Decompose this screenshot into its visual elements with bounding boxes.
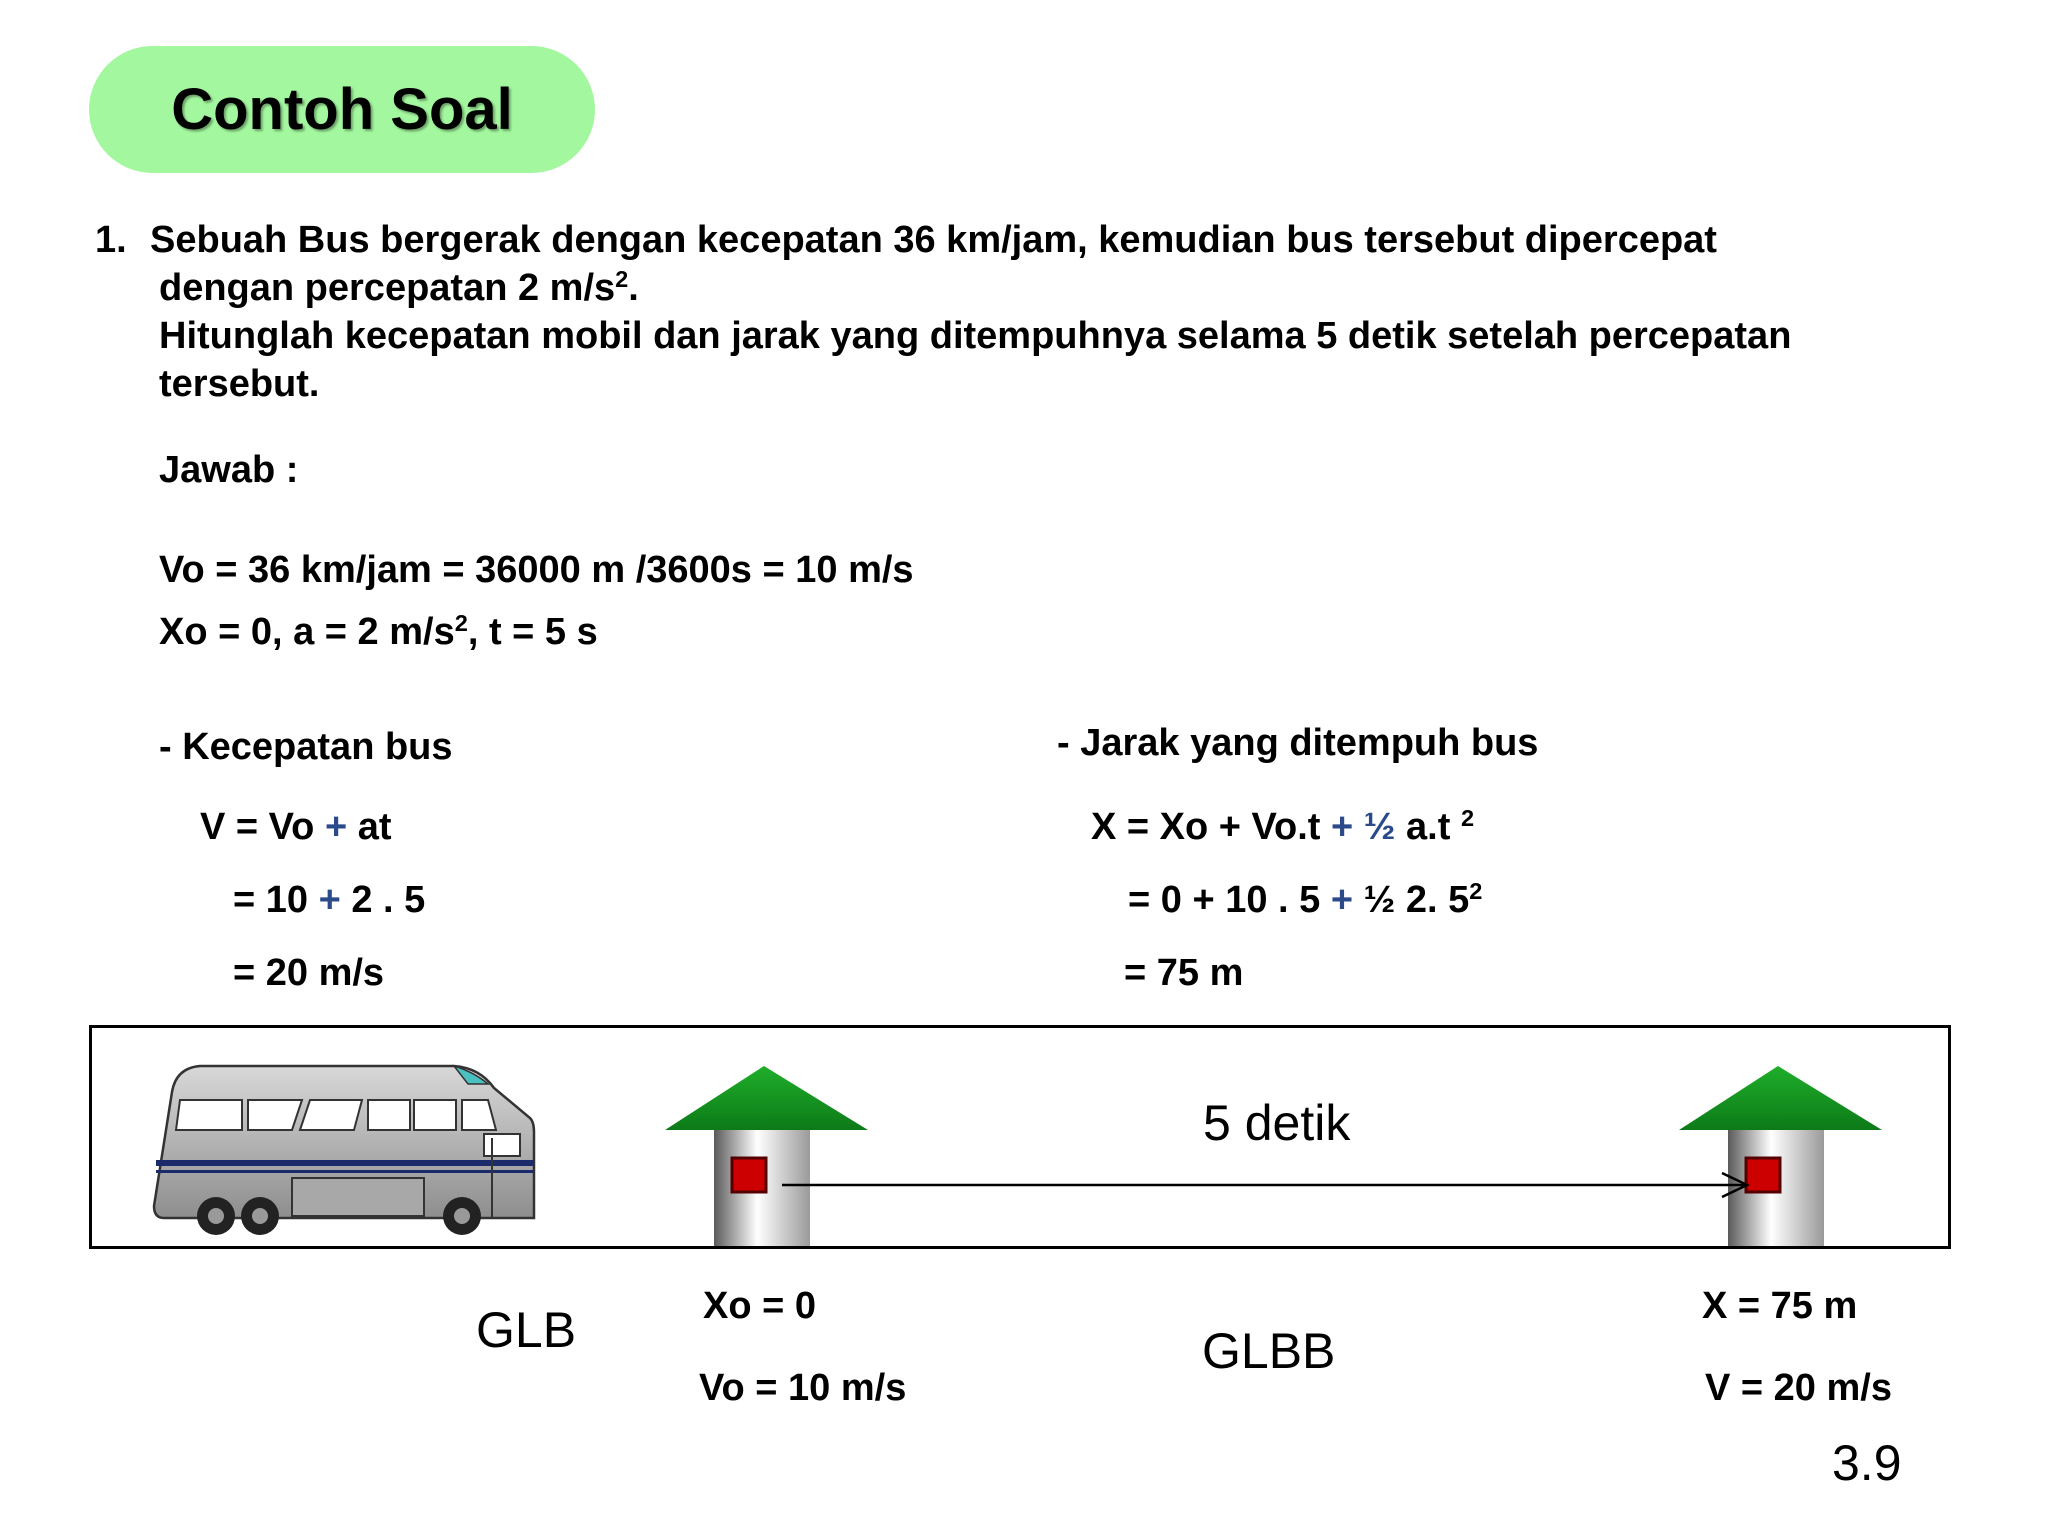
distance-result: = 75 m xyxy=(1124,952,1244,994)
question-line-2: dengan percepatan 2 $m/s^2$. xyxy=(159,266,639,309)
start-house-icon xyxy=(665,1066,868,1246)
answer-label: Jawab : xyxy=(159,449,299,491)
given-line-1: Vo = 36 km/jam = 36000 m /3600s = 10 m/s xyxy=(159,549,914,591)
velocity-formula-2: = 10 + 2 . 5 xyxy=(233,879,426,921)
diagram-drawing xyxy=(92,1028,1948,1246)
distance-formula-1: X = Xo + Vo.t + ½ a.t $^2$ xyxy=(1091,805,1475,848)
question-number: 1. xyxy=(95,219,127,261)
velocity-formula-1: V = Vo + at xyxy=(200,806,392,848)
question-line-3: Hitunglah kecepatan mobil dan jarak yang ditempuhnya selama 5 detik setelah percepatan xyxy=(159,315,1792,357)
page-number: 3.9 xyxy=(1832,1435,1902,1491)
velocity-result: = 20 m/s xyxy=(233,952,385,994)
bus-icon xyxy=(154,1066,534,1235)
time-label: 5 detik xyxy=(1203,1095,1351,1151)
title-badge xyxy=(89,46,595,173)
question-line-1: Sebuah Bus bergerak dengan kecepatan 36 km/jam, kemudian bus tersebut dipercepat xyxy=(150,219,1717,261)
velocity-heading: - Kecepatan bus xyxy=(159,726,453,768)
start-velocity: Vo = 10 m/s xyxy=(699,1367,907,1409)
distance-arrow xyxy=(782,1173,1747,1197)
end-position: X = 75 m xyxy=(1702,1285,1858,1327)
distance-heading: - Jarak yang ditempuh bus xyxy=(1057,722,1539,764)
glb-label: GLB xyxy=(476,1302,577,1358)
end-velocity: V = 20 m/s xyxy=(1705,1367,1892,1409)
question-line-4: tersebut. xyxy=(159,363,320,405)
motion-diagram xyxy=(89,1025,1951,1249)
given-line-2: Xo = 0, a = 2 $m/s^2$, t = 5 s xyxy=(159,610,598,653)
distance-formula-2: = 0 + 10 . 5 + ½ 2. $5^2$ xyxy=(1128,878,1483,921)
start-position: Xo = 0 xyxy=(703,1285,816,1327)
glbb-label: GLBB xyxy=(1202,1323,1336,1379)
page-title: Contoh Soal xyxy=(171,77,513,142)
end-house-icon xyxy=(1679,1066,1882,1246)
